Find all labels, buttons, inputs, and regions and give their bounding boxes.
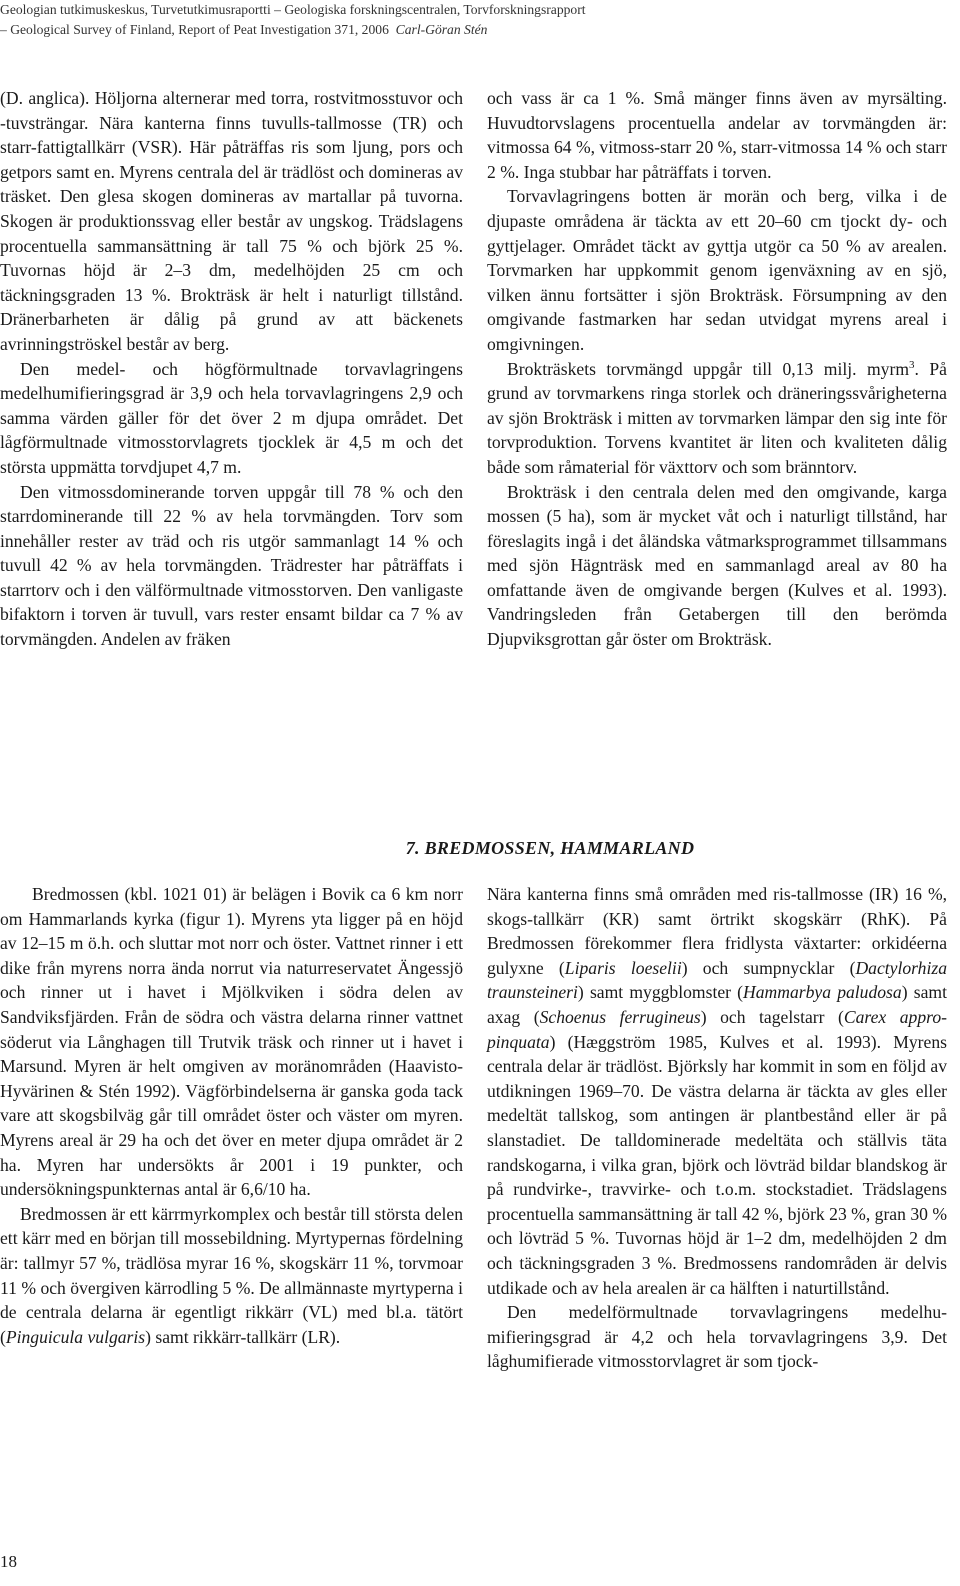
species-name: Pinguicula vulgaris	[5, 1326, 146, 1347]
paragraph: Brokträsk i den centrala delen med den omgivande, karga mossen (5 ha), som är mycket våt och i naturligt tillstånd, har föreslagits ingå i det åländska våtmarksprogrammet tillsammans med sjön Hägnträsk med en sammanlagd areal av 80 ha omfattande även de omgivande bergen (Kulves et al. 1993). Vandringsleden från Getabergen till den berömda Djupviksgrottan går öster om Brokträsk.	[487, 481, 947, 650]
text-run: ) samt rikkärr-tallkärr (LR).	[145, 1326, 341, 1347]
section-title-text: 7. BREDMOSSEN, HAMMARLAND	[405, 838, 695, 858]
text-run: Bredmossen är ett kärrmyrkomplex och består till största delen ett kärr med en början till mossebildning. Myrtypernas fördelning är: tallmyr 57 %, trädlösa myrar 16 %, skogskärr 11 %, torvmoar 11 % och övergiven kärrodling 5 %. De allmännaste myrtyperna i de centrala delarna är egentligt rikkärr (VL) med bl.a. tätört (	[0, 1203, 463, 1347]
paragraph	[487, 357, 947, 480]
paragraph: Den vitmossdominerande torven uppgår till 78 % och den starrdominerande till 22 % av hela torvmängden. Torv som innehåller rester av träd och ris utgör sammanlagt 14 % och tuvull 42 % av hela torvmängden. Trädrester har påträffats i starrtorv och i den välförmultnade vitmosstorven. Den vanligaste bifaktorn i torven är tuvull, vars rester ensamt bildar ca 7 % av torvmängden. Andelen av fräken	[0, 481, 463, 650]
paragraph: och vass är ca 1 %. Små mänger finns även av myrsälting. Huvudtorvslagens procentuella andelar av torvmängden är: vitmossa 64 %, vitmoss-starr 20 %, starr-vitmossa 14 % och starr 2 %. Inga stubbar har påträffats i torven.	[487, 88, 947, 182]
header-line-2	[0, 20, 700, 40]
text-run: Brokträskets torvmängd uppgår till 0,13 milj. myrm	[507, 358, 910, 379]
paragraph: Den medel- och högförmultnade torvavlagringens medelhumifieringsgrad är 3,9 och hela torvavlagringens 2,9 och samma värden gäller för det över 2 m djupa området. Det lågförmultnade vitmosstorvlagrets tjocklek är 4,5 m och det största uppmätta torvdjupet 4,7 m.	[0, 358, 463, 477]
text-run: ) och tagelstarr (	[700, 1006, 844, 1027]
species-name: Schoenus ferrugineus	[539, 1006, 701, 1027]
text-run: ) och sumpnycklar (	[681, 957, 856, 978]
species-name: Carex appropinquata	[487, 1006, 947, 1052]
species-name: Dactylorhiza traunsteineri	[487, 957, 947, 1003]
species-name: Liparis loeselii	[564, 957, 682, 978]
superscript: 3	[909, 358, 915, 371]
text-run: ) samt axag (	[487, 982, 947, 1027]
section-title	[0, 838, 960, 859]
page-header	[0, 0, 700, 40]
header-line-1: Geologian tutkimuskeskus, Turvetutkimusraportti – Geologiska forskningscentralen, Torvforskningsrapport	[0, 2, 586, 17]
paragraph: Bredmossen (kbl. 1021 01) är belägen i Bovik ca 6 km norr om Hammarlands kyrka (figur 1). Myrens yta ligger på en höjd av 12–15 m ö.h. och sluttar mot norr och öster. Vattnet rinner i ett dike från myrens norra ända norrut via naturreservatet Ängessjö och rinner ut i havet i Mjölkviken i södra delen av Sandviksfjärden. Från de södra och västra delarna rinner vattnet söderut via Långhagen till Trutvik träsk och rinner ut i havet i Marsund. Myren är helt omgiven av moränområden (Haavisto-Hyvärinen & Stén 1992). Vägförbindelserna är ganska goda tack vare att skogsbilväg går till området öster och väster om myren. Myrens areal är 29 ha och det över en meter djupa området är 2 ha. Myren har undersökts år 2001 i 19 punkter, och undersökningspunkternas antal är 6,6/10 ha.	[0, 884, 463, 1200]
paragraph: Torvavlagringens botten är morän och berg, vilka i de djupaste områdena är täckta av ett 20–60 cm tjockt dy- och gyttjelager. Området täckt av gyttja utgör ca 50 % av arealen. Torvmarken har uppkommit genom igenväxning av en sjö, vilken ännu fortsätter i sjön Brokträsk. Försumpning av den omgivande fastmarken har sedan utvidgat myrens areal i omgivningen.	[487, 186, 947, 354]
header-report: – Geological Survey of Finland, Report of Peat Investigation 371, 2006	[0, 22, 389, 37]
bottom-left-column	[0, 882, 463, 1349]
paragraph: (D. anglica). Höljorna alternerar med torra, rostvitmosstuvor och -tuvsträngar. Nära kanterna finns tuvulls-tallmosse (TR) och starr-fattigtallkärr (VSR). Här påträffas ris som ljung, pors och getpors samt en. Myrens centrala del är trädlöst och domineras av träsket. Den glesa skogen domineras av martallar på tuvorna. Skogen är produktionssvag eller består av ungskog. Trädslagens procentuella sammansättning är tall 75 % och björk 25 %. Tuvornas höjd är 2–3 dm, medelhöjden 25 cm och täckningsgraden 13 %. Brokträsk är helt i naturligt tillstånd. Dränerbarheten är dålig på grund av att bäckenets avrinningströskel består av berg.	[0, 88, 463, 354]
paragraph: Den medelförmultnade torvavlagringens medelhumifieringsgrad är 4,2 och hela torvavlagringens 3,9. Det låghumifierade vitmosstorvlagret är som tjock-	[487, 1302, 947, 1372]
species-name: Hammarbya paludosa	[743, 982, 902, 1003]
header-author: Carl-Göran Stén	[395, 22, 488, 37]
text-run: ) (Hæggström 1985, Kulves et al. 1993). Myrens centrala delar är trädlöst. Björksly har kommit in som en följd av utdikningen 1969–70. De västra delarna är täckta av gles eller medeltät tallskog, som antingen är plantbestånd eller är på slanstadiet. De talldominerade medeltäta och ställvis täta randskogarna, i vilka gran, björk och lövträd bildar blandskog är på rundvirke-, travvirke- och t.o.m. stockstadiet. Trädslagens procentuella sammansättning är tall 42 %, björk 23 %, gran 30 % och lövträd 5 %. Tuvornas höjd är 1–2 dm, medelhöjden 2 dm och täckningsgraden 3 %. Bredmossens randområden är delvis utdikade och av hela arealen är ca hälften i naturtillstånd.	[487, 1031, 947, 1298]
top-left-column	[0, 86, 463, 652]
text-run: ) samt myggblomster (	[577, 982, 744, 1003]
page-number: 18	[0, 1552, 17, 1571]
paragraph	[487, 882, 947, 1300]
text-run: Nära kanterna finns små områden med ris-tallmosse (IR) 16 %, skogs-tallkärr (KR) samt örtrikt skogskärr (RhK). På Bredmossen förekommer flera fridlysta växtarter: orkidéerna gulyxne (	[487, 884, 947, 978]
text-run: . På grund av torvmarkens ringa storlek och dräneringssvårigheterna av sjön Brokträsk i mitten av torvmarken lämpar den sig inte för torvproduktion. Torvens kvantitet är liten och kvaliteten dålig både som råmaterial för växttorv och som bränntorv.	[487, 358, 947, 477]
bottom-right-column	[487, 882, 947, 1374]
paragraph	[0, 1202, 463, 1350]
top-right-column	[487, 86, 947, 652]
